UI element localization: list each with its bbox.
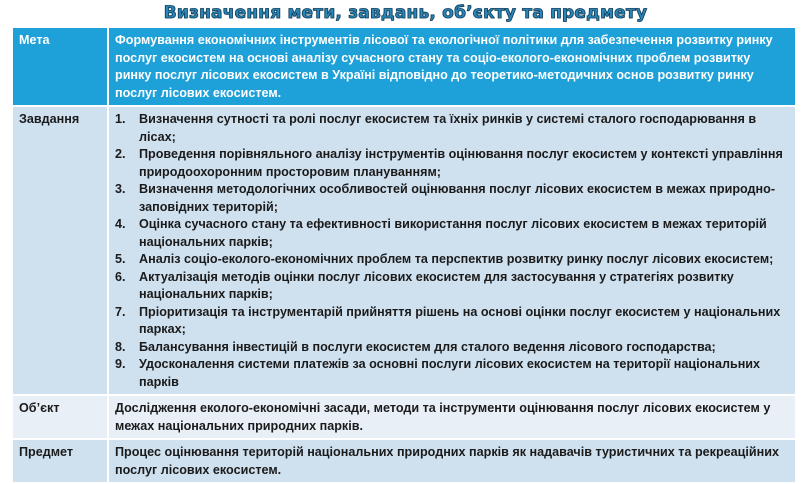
item-number: 5. — [115, 252, 126, 266]
row-goal — [13, 28, 796, 106]
list-item — [115, 111, 789, 146]
item-text: Актуалізація методів оцінки послуг лісових екосистем для застосування у стратегіях розвитку національних парків; — [139, 269, 734, 301]
item-text: Балансування інвестицій в послуги екосистем для сталого ведення лісового господарства; — [139, 339, 716, 354]
row-text-subject: Процес оцінювання територій національних природних парків як надавачів туристичних та рекреаційних послуг лісових екосистем. — [108, 439, 796, 483]
row-text-goal: Формування економічних інструментів лісової та екологічної політики для забезпечення розвитку ринку послуг екосистем на основі аналізу сучасного стану та соціо-еколого-економічних проблем розвитку ринку послуг лісових екосистем в Україні відповідно до теоретико-методичних основ розвитку ринку послуг лісових екосистем. — [108, 28, 796, 106]
list-item — [115, 339, 789, 357]
item-text: Удосконалення системи платежів за основні послуги лісових екосистем на території національних парків — [139, 357, 761, 389]
row-label-tasks: Завдання — [13, 106, 108, 395]
item-number: 8. — [115, 339, 126, 354]
item-number: 7. — [115, 304, 126, 319]
row-label-object: Об’єкт — [13, 395, 108, 439]
row-label-subject: Предмет — [13, 439, 108, 483]
item-number: 6. — [115, 269, 126, 284]
row-label-goal: Мета — [13, 28, 108, 106]
row-tasks — [13, 106, 796, 395]
task-list — [115, 111, 789, 391]
list-item — [115, 269, 789, 304]
row-subject — [13, 439, 796, 483]
item-text: Визначення методологічних особливостей оцінювання послуг лісових екосистем в межах природно-заповідних територій; — [139, 182, 776, 214]
list-item — [115, 356, 789, 391]
item-text: Пріоритизація та інструментарій прийняття рішень на основі оцінки послуг екосистем у національних парках; — [139, 304, 781, 336]
row-object — [13, 395, 796, 439]
item-text: Визначення сутності та ролі послуг екосистем та їхніх ринків у системі сталого господарювання в лісах; — [139, 112, 757, 144]
item-text: Аналіз соціо-еколого-економічних проблем та перспектив розвитку ринку послуг лісових екосистем; — [139, 252, 774, 266]
item-text: Проведення порівняльного аналізу інструментів оцінювання послуг екосистем у контексті управління природоохоронним просторовим плануванням; — [139, 147, 783, 179]
list-item — [115, 146, 789, 181]
item-text: Оцінка сучасного стану та ефективності використання послуг лісових екосистем в межах територій національних парків; — [139, 217, 767, 249]
definition-table — [13, 28, 797, 484]
row-tasks-cell — [108, 106, 796, 395]
list-item — [115, 304, 789, 339]
list-item — [115, 216, 789, 251]
item-number: 3. — [115, 182, 126, 196]
list-item — [115, 181, 789, 216]
page-title: Визначення мети, завдань, об’єкту та предмету — [163, 3, 648, 23]
item-number: 4. — [115, 217, 126, 231]
item-number: 2. — [115, 147, 126, 161]
item-number: 9. — [115, 357, 126, 371]
row-text-object: Дослідження еколого-економічні засади, методи та інструменти оцінювання послуг лісових екосистем у межах національних природних парків. — [108, 395, 796, 439]
list-item — [115, 251, 789, 269]
item-number: 1. — [115, 112, 126, 126]
